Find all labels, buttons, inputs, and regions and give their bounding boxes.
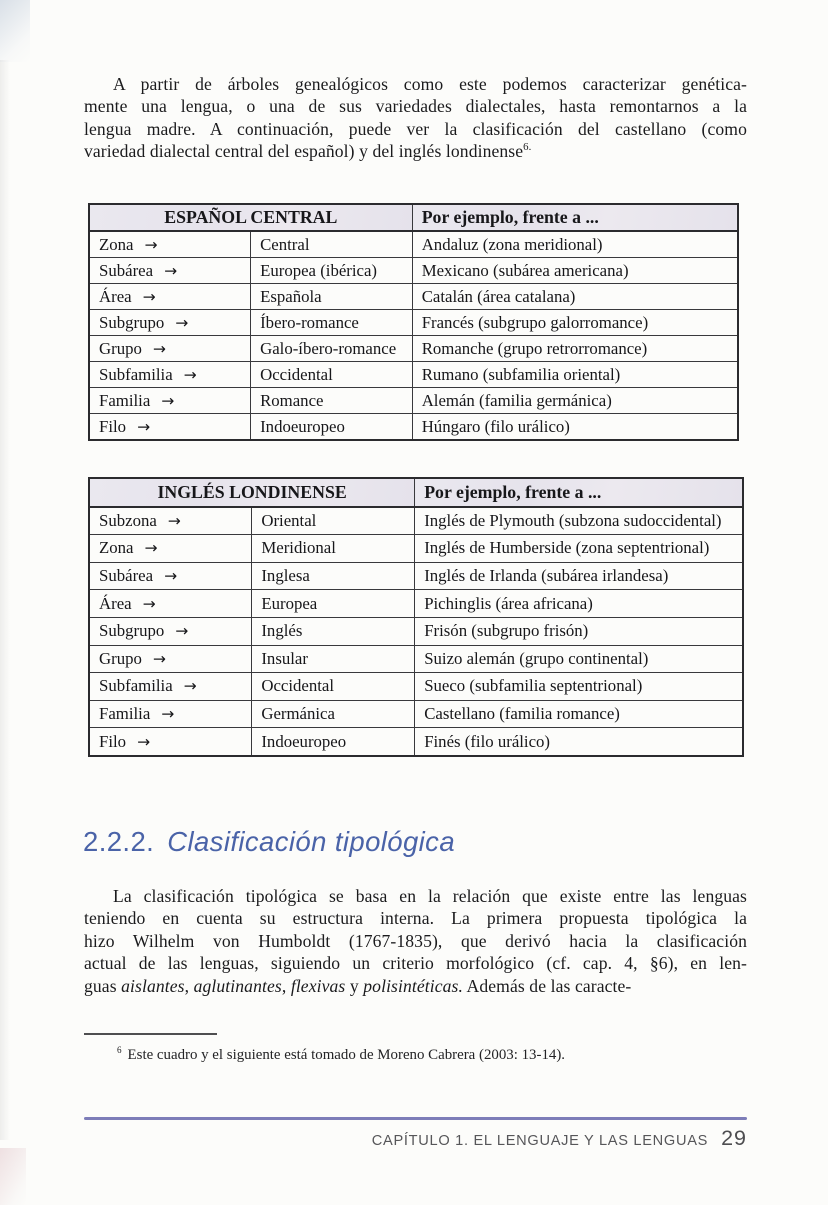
page-footer (84, 1126, 747, 1151)
text-segment: , (281, 975, 291, 996)
example-column-header: Por ejemplo, frente a ... (415, 478, 743, 507)
scan-artifact-left-edge (0, 60, 10, 1140)
footnote-separator-rule (84, 1033, 217, 1035)
right-arrow-icon: → (144, 539, 158, 558)
classification-cell: Española (251, 284, 413, 310)
text-line (84, 907, 747, 929)
text-segment: lengua madre. A continuación, puede ver la clasificación del castellano (como (84, 118, 747, 139)
footer-rule (84, 1117, 747, 1120)
classification-cell: Europea (ibérica) (251, 258, 413, 284)
example-cell: Castellano (familia romance) (415, 700, 743, 728)
classification-cell: Germánica (252, 700, 415, 728)
taxonomy-row (89, 507, 743, 535)
example-cell: Finés (filo urálico) (415, 728, 743, 756)
example-cell: Pichinglis (área africana) (415, 590, 743, 618)
level-label: Subárea (99, 566, 154, 586)
table-title: INGLÉS LONDINENSE (89, 478, 415, 507)
text-segment: La clasificación tipológica se basa en la relación que existe entre las lenguas (113, 886, 747, 906)
example-cell: Andaluz (zona meridional) (412, 231, 738, 258)
right-arrow-icon: → (183, 365, 197, 384)
text-segment: A partir de árboles genealógicos como este podemos caracterizar genética- (113, 74, 747, 94)
classification-cell: Meridional (252, 535, 415, 563)
right-arrow-icon: → (175, 313, 189, 332)
taxonomy-row (89, 231, 738, 258)
text-segment: variedad dialectal central del español) y del inglés londinense (84, 141, 524, 162)
level-label: Subgrupo (99, 312, 165, 332)
example-cell: Suizo alemán (grupo continental) (415, 645, 743, 673)
scan-artifact-bottom-left (0, 1148, 26, 1205)
level-cell (89, 231, 251, 258)
example-cell: Mexicano (subárea americana) (412, 258, 738, 284)
level-cell (89, 258, 251, 284)
level-label: Subzona (99, 510, 157, 530)
level-cell (89, 336, 251, 362)
level-label: Subgrupo (99, 621, 165, 641)
taxonomy-row (89, 700, 743, 728)
classification-cell: Íbero-romance (251, 310, 413, 336)
example-cell: Húngaro (filo urálico) (412, 414, 738, 441)
classification-cell: Inglesa (252, 562, 415, 590)
example-cell: Inglés de Plymouth (subzona sudoccidental) (415, 507, 743, 535)
text-segment: hizo Wilhelm von Humboldt (1767-1835), que derivó hacia la clasificación (84, 930, 747, 951)
classification-cell: Europea (252, 590, 415, 618)
example-cell: Romanche (grupo retrorromance) (412, 336, 738, 362)
level-label: Subfamilia (99, 676, 173, 696)
table-title: ESPAÑOL CENTRAL (89, 204, 412, 231)
taxonomy-row (89, 388, 738, 414)
text-segment: teniendo en cuenta su estructura interna. La primera propuesta tipológica la (84, 908, 747, 929)
table-header-row (89, 204, 738, 231)
taxonomy-row (89, 258, 738, 284)
text-line (84, 885, 747, 907)
table-header-row (89, 478, 743, 507)
taxonomy-row (89, 673, 743, 701)
level-cell (89, 645, 252, 673)
taxonomy-row (89, 336, 738, 362)
text-segment: actual de las lenguas, siguiendo un criterio morfológico (cf. cap. 4, §6), en len- (84, 953, 747, 974)
text-segment: polisintéticas. (363, 975, 464, 996)
text-segment: , (184, 975, 194, 996)
footnote-ref: 6. (523, 141, 532, 154)
level-label: Área (99, 593, 132, 613)
taxonomy-row (89, 310, 738, 336)
right-arrow-icon: → (164, 261, 178, 280)
level-cell (89, 700, 252, 728)
text-line (84, 140, 747, 162)
level-label: Subárea (99, 260, 154, 280)
classification-table (88, 203, 739, 441)
level-cell (89, 728, 252, 756)
taxonomy-row (89, 728, 743, 756)
right-arrow-icon: → (161, 391, 175, 410)
taxonomy-row (89, 617, 743, 645)
level-label: Familia (99, 390, 151, 410)
running-footer-chapter: CAPÍTULO 1. EL LENGUAJE Y LAS LENGUAS (371, 1133, 709, 1149)
level-label: Zona (99, 538, 134, 558)
right-arrow-icon: → (175, 622, 189, 641)
right-arrow-icon: → (164, 567, 178, 586)
right-arrow-icon: → (161, 705, 175, 724)
text-segment: guas (84, 975, 122, 996)
example-cell: Rumano (subfamilia oriental) (412, 362, 738, 388)
level-cell (89, 590, 252, 618)
text-segment: Además de las caracte- (463, 975, 632, 996)
classification-cell: Indoeuropeo (252, 728, 415, 756)
level-cell (89, 310, 251, 336)
classification-table (88, 477, 744, 757)
example-cell: Sueco (subfamilia septentrional) (415, 673, 743, 701)
taxonomy-row (89, 562, 743, 590)
right-arrow-icon: → (137, 732, 151, 751)
level-label: Grupo (99, 648, 142, 668)
taxonomy-row (89, 284, 738, 310)
classification-cell: Occidental (251, 362, 413, 388)
classification-cell: Oriental (252, 507, 415, 535)
text-line (84, 118, 747, 140)
right-arrow-icon: → (152, 339, 166, 358)
text-segment: flexivas (290, 975, 346, 996)
level-label: Subfamilia (99, 364, 173, 384)
classification-cell: Romance (251, 388, 413, 414)
level-cell (89, 284, 251, 310)
level-label: Familia (99, 704, 151, 724)
body-paragraph (84, 885, 747, 997)
table-espanol-central (88, 203, 739, 441)
classification-cell: Occidental (252, 673, 415, 701)
text-segment: mente una lengua, o una de sus variedades dialectales, hasta remontarnos a la (84, 96, 747, 117)
level-cell (89, 673, 252, 701)
scan-artifact-top-left (0, 0, 30, 62)
level-label: Filo (99, 731, 127, 751)
level-cell (89, 562, 252, 590)
right-arrow-icon: → (142, 287, 156, 306)
example-cell: Inglés de Humberside (zona septentrional) (415, 535, 743, 563)
taxonomy-row (89, 590, 743, 618)
taxonomy-row (89, 414, 738, 441)
right-arrow-icon: → (142, 594, 156, 613)
level-cell (89, 535, 252, 563)
level-label: Grupo (99, 338, 142, 358)
classification-cell: Central (251, 231, 413, 258)
text-line (84, 930, 747, 952)
example-cell: Catalán (área catalana) (412, 284, 738, 310)
text-line (84, 73, 747, 95)
right-arrow-icon: → (144, 235, 158, 254)
text-segment: y (345, 975, 364, 996)
text-line (84, 952, 747, 974)
table-ingles-londinense (88, 477, 744, 757)
level-cell (89, 362, 251, 388)
level-cell (89, 414, 251, 441)
taxonomy-row (89, 362, 738, 388)
right-arrow-icon: → (152, 649, 166, 668)
level-cell (89, 507, 252, 535)
classification-cell: Indoeuropeo (251, 414, 413, 441)
level-cell (89, 617, 252, 645)
right-arrow-icon: → (167, 511, 181, 530)
right-arrow-icon: → (183, 677, 197, 696)
section-heading (83, 826, 455, 858)
example-cell: Alemán (familia germánica) (412, 388, 738, 414)
example-column-header: Por ejemplo, frente a ... (412, 204, 738, 231)
footnote-text: Este cuadro y el siguiente está tomado de Moreno Cabrera (2003: 13-14). (127, 1047, 566, 1063)
taxonomy-row (89, 645, 743, 673)
example-cell: Francés (subgrupo galorromance) (412, 310, 738, 336)
section-number: 2.2.2. (83, 826, 155, 857)
example-cell: Frisón (subgrupo frisón) (415, 617, 743, 645)
text-line (84, 95, 747, 117)
classification-cell: Inglés (252, 617, 415, 645)
footnote-marker: 6 (117, 1045, 122, 1056)
classification-cell: Insular (252, 645, 415, 673)
section-title: Clasificación tipológica (167, 826, 456, 857)
example-cell: Inglés de Irlanda (subárea irlandesa) (415, 562, 743, 590)
intro-paragraph (84, 73, 747, 163)
text-segment: aislantes (121, 975, 185, 996)
classification-cell: Galo-íbero-romance (251, 336, 413, 362)
level-label: Zona (99, 234, 134, 254)
footnote (84, 1046, 757, 1065)
level-label: Área (99, 286, 132, 306)
text-segment: aglutinantes (193, 975, 282, 996)
page-number: 29 (721, 1126, 747, 1150)
level-label: Filo (99, 416, 127, 436)
text-line (84, 975, 747, 997)
right-arrow-icon: → (137, 417, 151, 436)
taxonomy-row (89, 535, 743, 563)
level-cell (89, 388, 251, 414)
